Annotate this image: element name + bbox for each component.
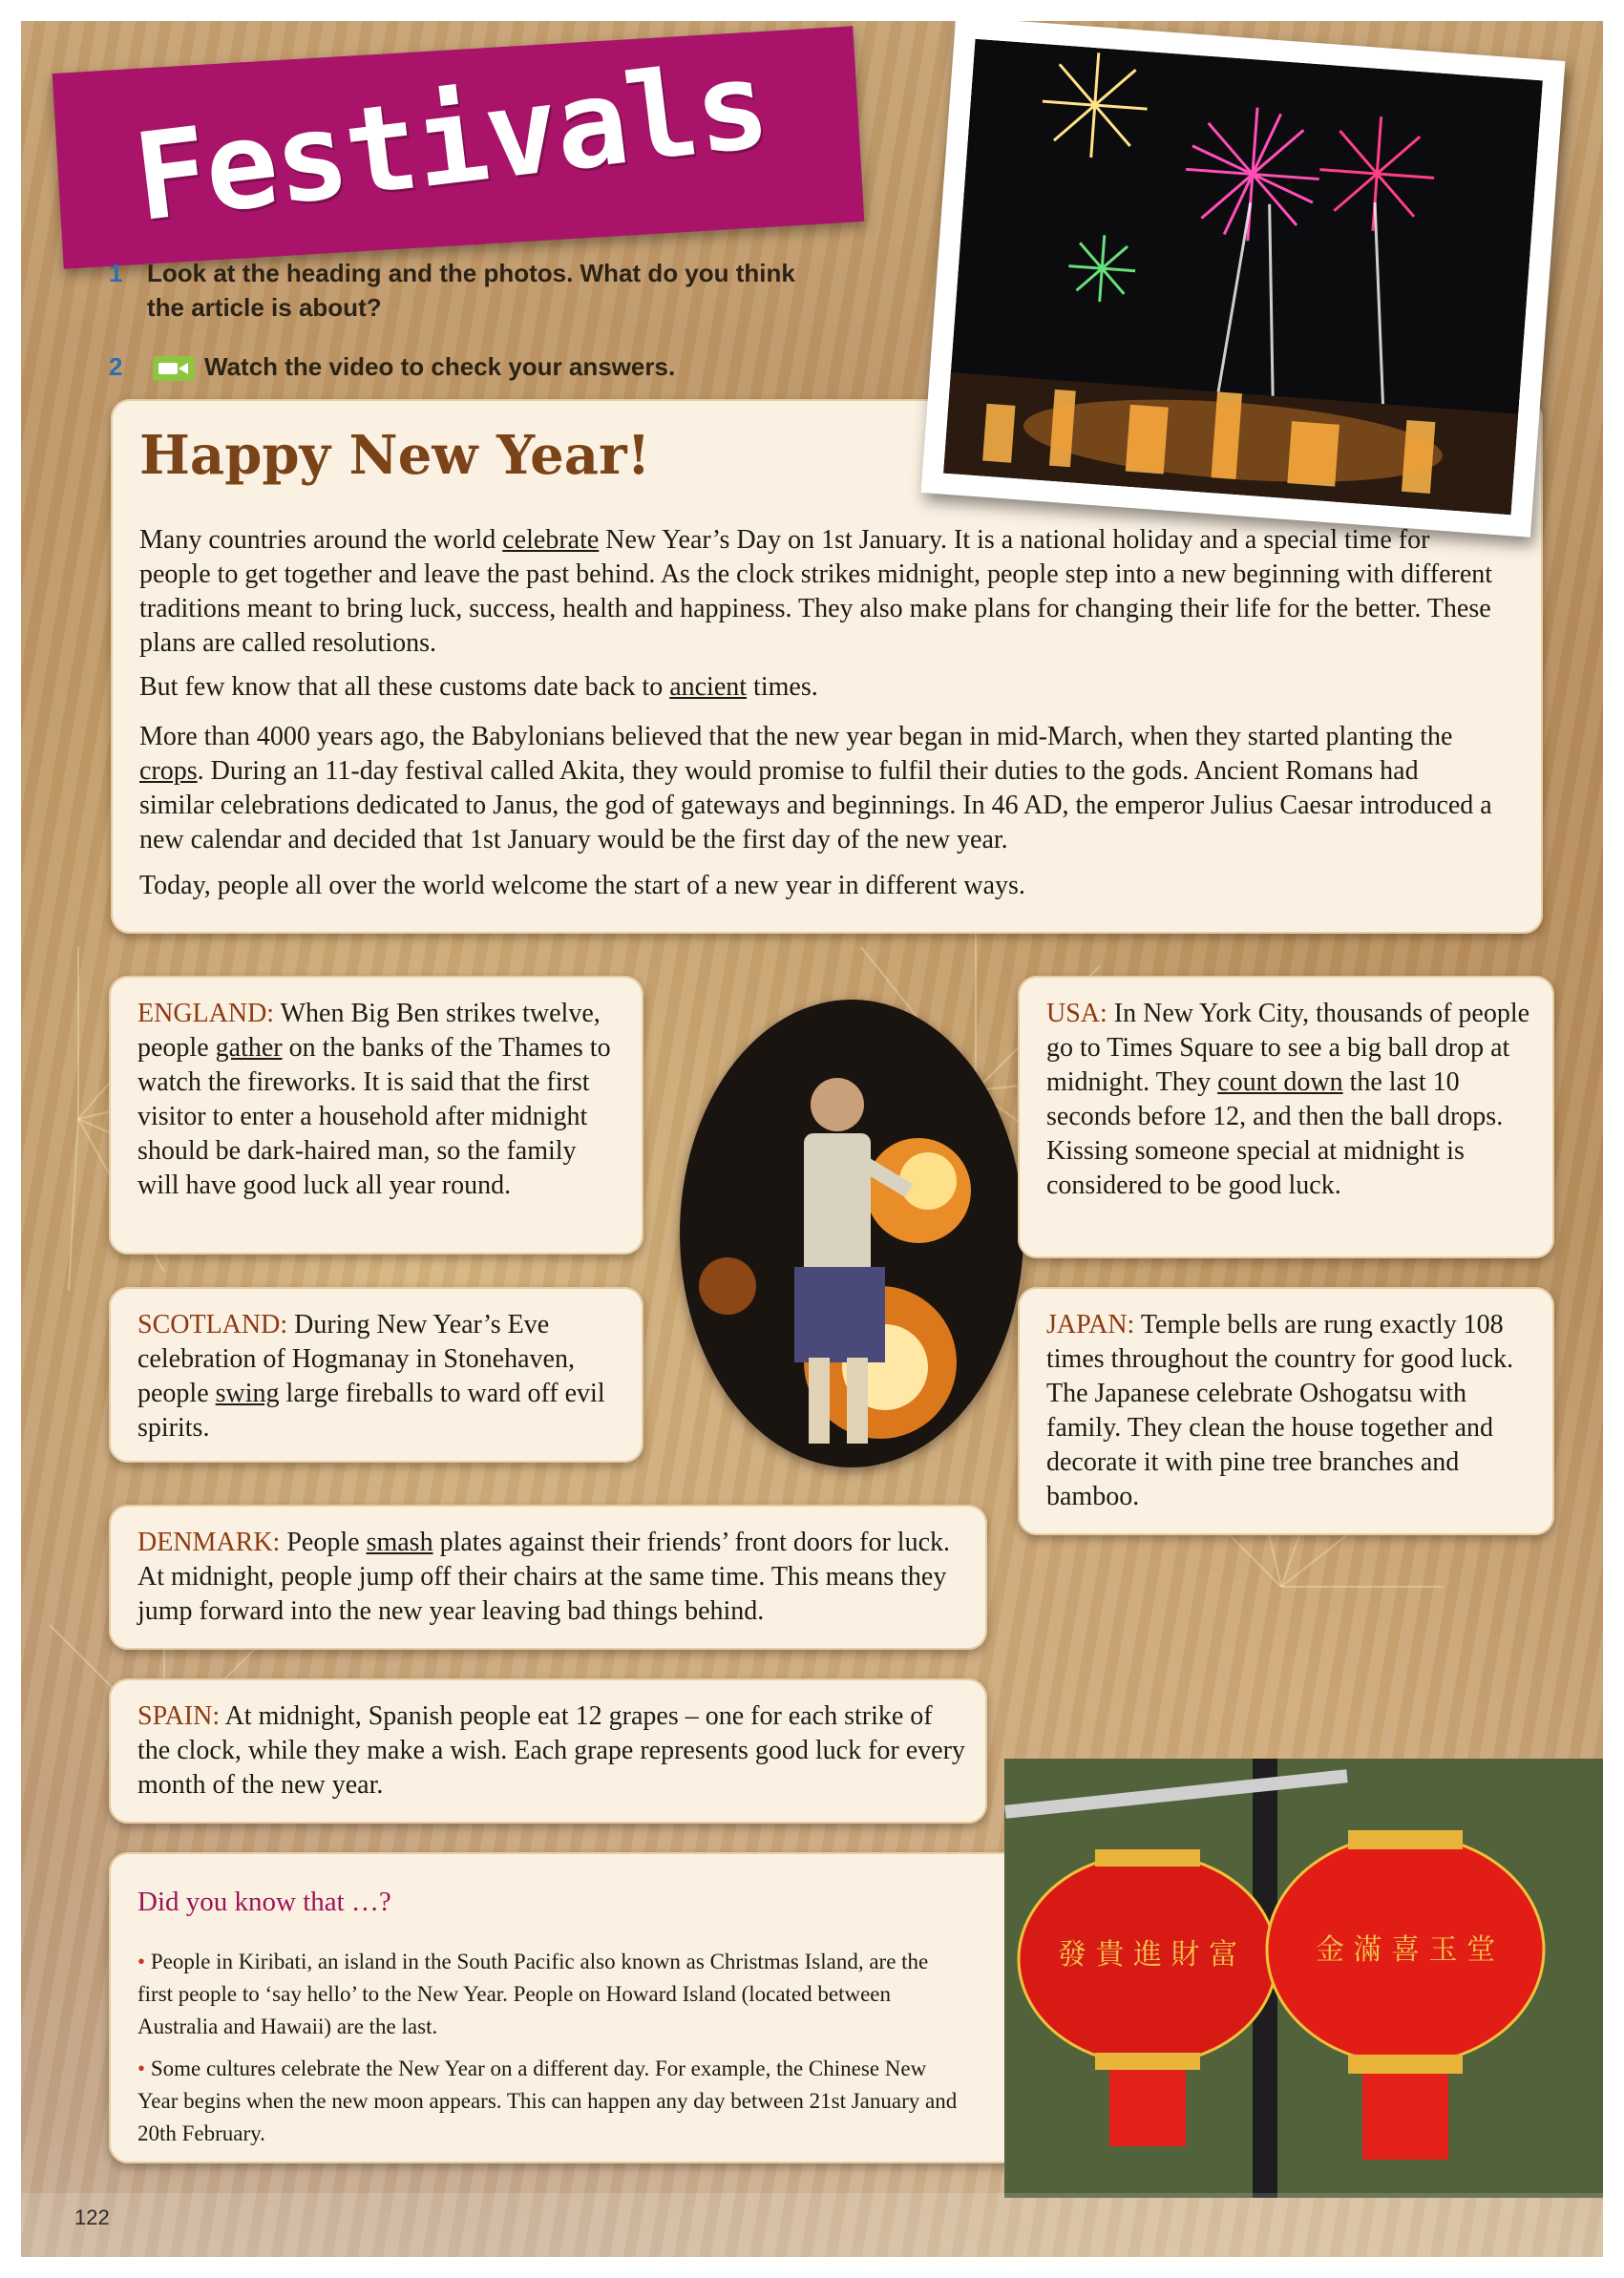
page-number: 122 xyxy=(74,2205,110,2229)
spain-box: SPAIN: At midnight, Spanish people eat 12 grapes – one for each strike of the clock, while they make a wish. Each grape represents good luck for every month of the new year. xyxy=(109,1678,987,1824)
chinese-lanterns-image xyxy=(1004,1759,1603,2198)
fact-item: • Some cultures celebrate the New Year on a different day. For example, the Chinese New Year begins when the new moon appears. This can happen any day between 21st January and 20th February. xyxy=(137,2057,958,2145)
right-lantern-characters: 金 滿 喜 玉 堂 xyxy=(1315,1933,1496,1967)
page-title: Festivals xyxy=(127,33,774,249)
fireball-swinger-image xyxy=(680,1000,1023,1467)
question-number: 1 xyxy=(109,259,123,287)
country-label: DENMARK: xyxy=(137,1528,281,1557)
country-label: JAPAN: xyxy=(1046,1310,1135,1339)
japan-box: JAPAN: Temple bells are rung exactly 108 times throughout the country for good luck. The Japanese celebrate Oshogatsu with family. They clean the house together and decorate it with pine tree branches and bamboo. xyxy=(1018,1287,1554,1535)
paragraph-2: But few know that all these customs date back to ancient times. xyxy=(139,672,818,702)
article-heading: Happy New Year! xyxy=(139,424,651,487)
paragraph-4: Today, people all over the world welcome the start of a new year in different ways. xyxy=(139,871,1025,900)
question-text-cont: the article is about? xyxy=(147,293,382,322)
question-2 xyxy=(109,349,675,384)
fact-item: • People in Kiribati, an island in the South Pacific also known as Christmas Island, are the first people to ‘say hello’ to the New Year. People on Howard Island (located between Australia and Hawaii) are the last. xyxy=(137,1950,929,2038)
fireworks-photo xyxy=(921,21,1566,538)
paragraph-1: Many countries around the world celebrate New Year’s Day on 1st January. It is a national holiday and a special time for people to get together and leave the past behind. As the clock strikes midnight, people step into a new beginning with different traditions meant to bring luck, success, health and happiness. They also make plans for changing their life for the better. These plans are called resolutions. xyxy=(139,525,1493,658)
denmark-box: DENMARK: People smash plates against their friends’ front doors for luck. At midnight, people jump off their chairs at the same time. This means they jump forward into the new year leaving bad things behind. xyxy=(109,1505,987,1650)
vocab-gather: gather xyxy=(215,1033,283,1063)
page xyxy=(21,21,1603,2257)
vocab-count-down: count down xyxy=(1217,1067,1343,1097)
country-label: SCOTLAND: xyxy=(137,1310,288,1339)
vocab-crops: crops xyxy=(139,756,198,786)
fireworks-image xyxy=(943,39,1543,515)
question-text: Watch the video to check your answers. xyxy=(204,352,676,381)
country-label: USA: xyxy=(1046,999,1107,1028)
country-label: ENGLAND: xyxy=(137,999,275,1028)
vocab-swing: swing xyxy=(215,1379,280,1408)
question-1 xyxy=(109,256,795,325)
paragraph-3: More than 4000 years ago, the Babylonians believed that the new year began in mid-March, when they started planting the crops. During an 11-day festival called Akita, they would promise to fulfil their duties to the gods. Ancient Romans had similar celebrations dedicated to Janus, the god of gateways and beginnings. In 46 AD, the emperor Julius Caesar introduced a new calendar and decided that 1st January would be the first day of the new year. xyxy=(139,722,1492,854)
lanterns-photo xyxy=(1004,1759,1603,2198)
did-you-know-title: Did you know that …? xyxy=(137,1887,391,1917)
vocab-smash: smash xyxy=(366,1528,433,1557)
question-number: 2 xyxy=(109,352,123,381)
did-you-know-box xyxy=(109,1852,1025,2163)
scotland-box: SCOTLAND: During New Year’s Eve celebration of Hogmanay in Stonehaven, people swing large fireballs to ward off evil spirits. xyxy=(109,1287,643,1463)
video-camera-icon[interactable] xyxy=(153,356,195,381)
vocab-celebrate: celebrate xyxy=(502,525,600,555)
england-box: ENGLAND: When Big Ben strikes twelve, people gather on the banks of the Thames to watch the fireworks. It is said that the first visitor to enter a household after midnight should be dark-haired man, so the family will have good luck all year round. xyxy=(109,976,643,1255)
question-text: Look at the heading and the photos. What do you think xyxy=(147,259,795,287)
country-label: SPAIN: xyxy=(137,1701,221,1731)
left-lantern-characters: 發 貴 進 財 富 xyxy=(1057,1938,1238,1972)
footer-bar xyxy=(21,2193,1603,2257)
usa-box: USA: In New York City, thousands of people go to Times Square to see a big ball drop at midnight. They count down the last 10 seconds before 12, and then the ball drops. Kissing someone special at midnight is considered to be good luck. xyxy=(1018,976,1554,1258)
vocab-ancient: ancient xyxy=(669,672,748,702)
hogmanay-photo xyxy=(680,1000,1023,1467)
